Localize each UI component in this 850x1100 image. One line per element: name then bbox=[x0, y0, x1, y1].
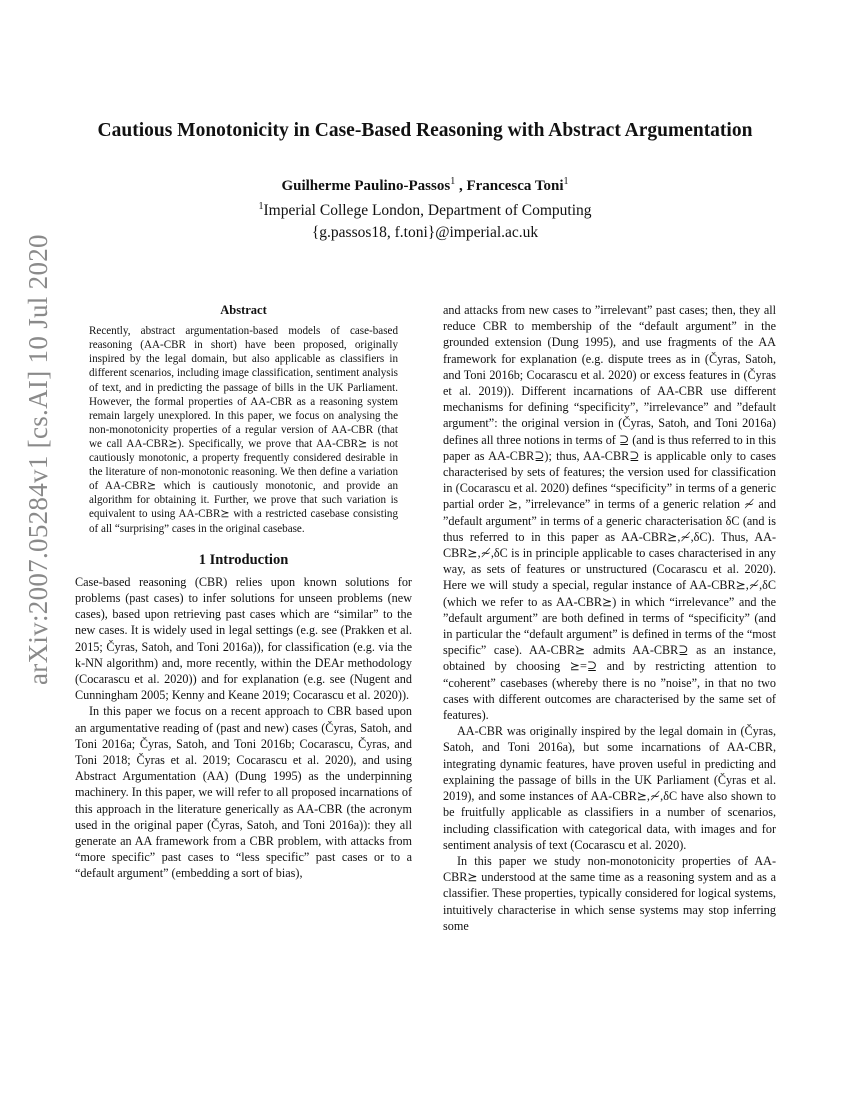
right-column bbox=[443, 302, 776, 934]
author-line bbox=[60, 176, 790, 195]
affiliation-mark: 1 bbox=[258, 201, 264, 212]
author-separator: , bbox=[455, 178, 467, 194]
abstract-heading: Abstract bbox=[220, 303, 267, 317]
section-heading: 1 Introduction bbox=[198, 551, 289, 568]
author-name: Francesca Toni bbox=[466, 178, 564, 194]
paragraph: Case-based reasoning (CBR) relies upon known solutions for problems (past cases) to infer solutions for unseen problems (new cases), based upon retrieving past cases which are “similar” to the new cases. It is widely used in legal settings (e.g. see (Prakken et al. 2015; Čyras, Satoh, and Toni 2016a)), for classification (e.g. via the k-NN algorithm) and, more recently, within the DEAr methodology (Cocarascu et al. 2020)) and for explanation (e.g. see (Nugent and Cunningham 2005; Kenny and Keane 2019; Cocarascu et al. 2020)). bbox=[75, 574, 412, 703]
affiliation-mark: 1 bbox=[563, 176, 569, 187]
abstract-text: Recently, abstract argumentation-based models of case-based reasoning (AA-CBR in short) have been proposed, originally inspired by the legal domain, but also applicable as classifiers in different scenarios, including image classification, sentiment analysis of text, and in predicting the passage of bills in the UK Parliament. However, the formal properties of AA-CBR as a reasoning system remain largely unexplored. In this paper, we focus on analysing the non-monotonicity properties of a regular version of AA-CBR (that we call AA-CBR⪰). Specifically, we prove that AA-CBR⪰ is not cautiously monotonic, a property frequently considered desirable in the literature of non-monotonic reasoning. We then define a variation of AA-CBR⪰ which is cautiously monotonic, and provide an algorithm for obtaining it. Further, we prove that such variation is equivalent to using AA-CBR⪰ with a restricted casebase consisting of all “surprising” cases in the original casebase. bbox=[89, 325, 398, 535]
author-name: Guilherme Paulino-Passos bbox=[281, 178, 451, 194]
author-email: {g.passos18, f.toni}@imperial.ac.uk bbox=[311, 224, 539, 241]
paragraph: In this paper we study non-monotonicity properties of AA-CBR⪰ understood at the same time as a reasoning system and as a classifier. These properties, typically considered for logical systems, intuitively characterise in which sense systems may stop inferring some bbox=[443, 853, 776, 933]
left-column bbox=[75, 302, 412, 882]
affiliation-text: Imperial College London, Department of Computing bbox=[263, 202, 592, 220]
affiliation bbox=[60, 201, 790, 220]
paragraph: AA-CBR was originally inspired by the legal domain in (Čyras, Satoh, and Toni 2016a), but some incarnations of AA-CBR, integrating dynamic features, have proven useful in predicting and explaining the passage of bills in the UK Parliament (Čyras et al. 2019), and some instances of AA-CBR⪰,≁,δC have also shown to be fruitfully applicable as classifiers in a number of scenarios, including classification with categorical data, with images and for sentiment analysis of text (Cocarascu et al. 2020). bbox=[443, 724, 776, 852]
paragraph: and attacks from new cases to ”irrelevant” past cases; then, they all reduce CBR to membership of the “default argument” in the grounded extension (Dung 1995), and use fragments of the AA framework for explanation (e.g. dispute trees as in (Čyras, Satoh, and Toni 2016b; Cocarascu et al. 2020) or excess features in (Čyras et al. 2019)). Different incarnations of AA-CBR use different mechanisms for defining “specificity”, ”irrelevance” and ”default argument”: the original version in (Čyras, Satoh, and Toni 2016a) defines all three notions in terms of ⊇ (and is thus referred to in this paper as AA-CBR⊇); thus, AA-CBR⊇ is applicable only to cases characterised by sets of features; the version used for classification in (Cocarascu et al. 2020) defines “specificity” in terms of a generic partial order ⪰, ”irrelevance” in terms of a generic relation ≁ and ”default argument” in terms of a generic characterisation δC (and is thus referred to in this paper as AA-CBR⪰,≁,δC). Thus, AA-CBR⪰,≁,δC is in principle applicable to cases characterised in any way, as sets of features or unstructured (Cocarascu et al. 2020). Here we will study a special, regular instance of AA-CBR⪰,≁,δC (which we refer to as AA-CBR⪰) in which “irrelevance” and the ”default argument” are both defined in terms of “specificity” (and in particular the “default argument” is defined in terms of the “most specific” case). AA-CBR⪰ admits AA-CBR⊇ as an instance, obtained by choosing ⪰=⊇ and by restricting attention to “coherent” casebases (whereby there is no ”noise”, in that no two cases with different outcomes are characterised by the same set of features). bbox=[443, 303, 776, 723]
paper-title: Cautious Monotonicity in Case-Based Reasoning with Abstract Argumentation bbox=[97, 120, 753, 141]
affiliation-mark: 1 bbox=[450, 176, 456, 187]
paragraph: In this paper we focus on a recent approach to CBR based upon an argumentative reading of (past and new) cases (Čyras, Satoh, and Toni 2016a; Čyras, Satoh, and Toni 2016b; Cocarascu, Čyras, and Toni 2018; Čyras et al. 2019; Cocarascu et al. 2020), and using Abstract Argumentation (AA) (Dung 1995) as the underpinning machinery. In this paper, we will refer to all proposed incarnations of this approach in the literature generically as AA-CBR (the acronym used in the original paper (Čyras, Satoh, and Toni 2016a)): they all generate an AA framework from a CBR problem, with attacks from “more specific” past cases to “less specific” past cases or to a “default argument” (embedding a sort of bias), bbox=[75, 704, 412, 881]
arxiv-identifier: arXiv:2007.05284v1 [cs.AI] 10 Jul 2020 bbox=[23, 234, 53, 685]
